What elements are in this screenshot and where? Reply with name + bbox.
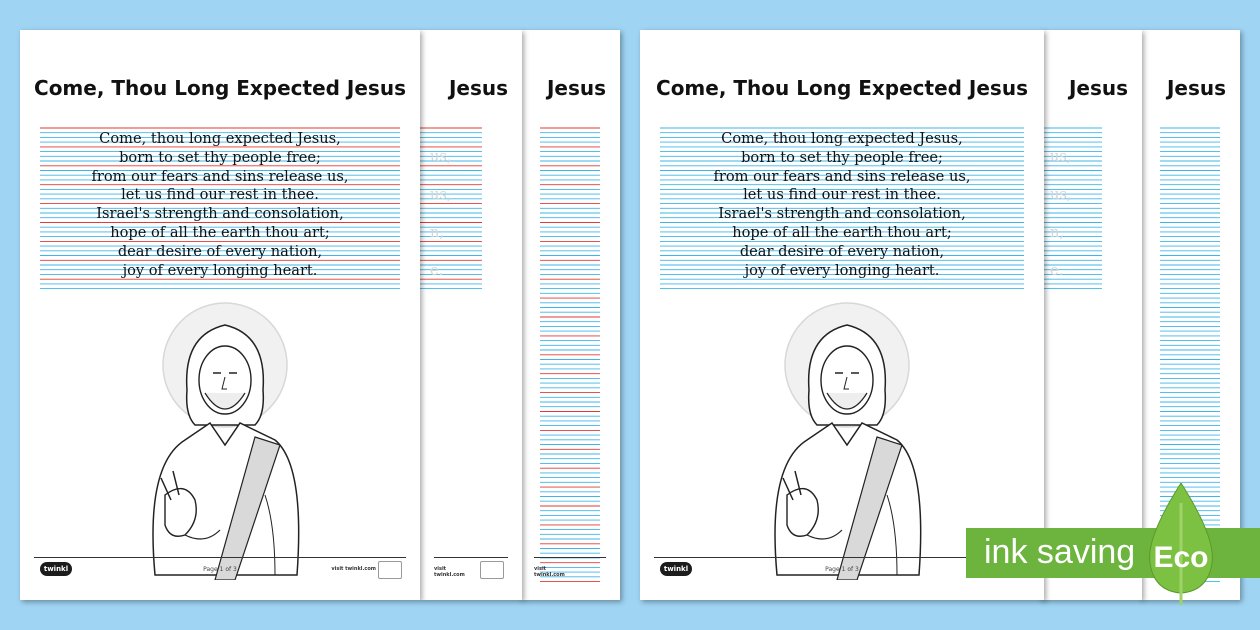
- eco-leaf: [1146, 483, 1216, 605]
- poem-line: hope of all the earth thou art;: [110, 223, 330, 241]
- poem-line: hope of all the earth thou art;: [732, 223, 952, 241]
- visit-link[interactable]: visit twinkl.com: [434, 566, 465, 578]
- page-title: Come, Thou Long Expected Jesus: [34, 76, 406, 100]
- footer: [34, 557, 406, 580]
- footer: [434, 557, 508, 580]
- handwriting-lines: [540, 127, 600, 582]
- ink-saving-text: ink saving: [984, 533, 1136, 571]
- poem-line: Israel's strength and consolation,: [718, 205, 966, 223]
- poem-line: dear desire of every nation,: [739, 242, 945, 260]
- poem-line: let us find our rest in thee.: [121, 186, 319, 204]
- jesus-illustration: [125, 295, 325, 580]
- poem-line: born to set thy people free;: [741, 148, 943, 166]
- page-title: Jesus: [1166, 76, 1226, 100]
- worksheet-left-front: [20, 30, 420, 600]
- worksheet-left-back-2: [520, 30, 620, 600]
- poem-line: from our fears and sins release us,: [91, 167, 349, 185]
- visit-link[interactable]: visit twinkl.com: [534, 566, 565, 578]
- poem-line: joy of every longing heart.: [122, 261, 318, 279]
- worksheet-left-back-1: [420, 30, 522, 600]
- poem-line: Israel's strength and consolation,: [96, 205, 344, 223]
- page-title: Come, Thou Long Expected Jesus: [656, 76, 1028, 100]
- page-title: Jesus: [546, 76, 606, 100]
- quality-badge: [378, 561, 402, 579]
- page-title: Jesus: [1068, 76, 1128, 100]
- poem-line: from our fears and sins release us,: [713, 167, 971, 185]
- poem-line: joy of every longing heart.: [744, 261, 940, 279]
- poem-line: Come, thou long expected Jesus,: [99, 130, 341, 147]
- poem-line: let us find our rest in thee.: [743, 186, 941, 204]
- poem-line: dear desire of every nation,: [117, 242, 323, 260]
- page-title: Jesus: [448, 76, 508, 100]
- twinkl-logo: twinkl: [40, 562, 72, 576]
- ghost-text: us, us, n, e.: [1050, 148, 1072, 279]
- jesus-illustration: [747, 295, 947, 580]
- footer: [534, 557, 606, 580]
- page-number: Page 1 of 3: [203, 566, 237, 573]
- eco-ink-saving-banner: [966, 483, 1260, 603]
- poem-line: Come, thou long expected Jesus,: [721, 130, 963, 147]
- ghost-text: us, us, n, e.: [430, 148, 452, 279]
- poem-text: [20, 130, 420, 280]
- twinkl-logo: twinkl: [660, 562, 692, 576]
- poem-text: [640, 130, 1044, 280]
- poem-line: born to set thy people free;: [119, 148, 321, 166]
- visit-link[interactable]: visit twinkl.com: [331, 566, 376, 572]
- quality-badge: [480, 561, 504, 579]
- eco-label: Eco: [1153, 541, 1209, 574]
- page-number: Page 1 of 3: [825, 566, 859, 573]
